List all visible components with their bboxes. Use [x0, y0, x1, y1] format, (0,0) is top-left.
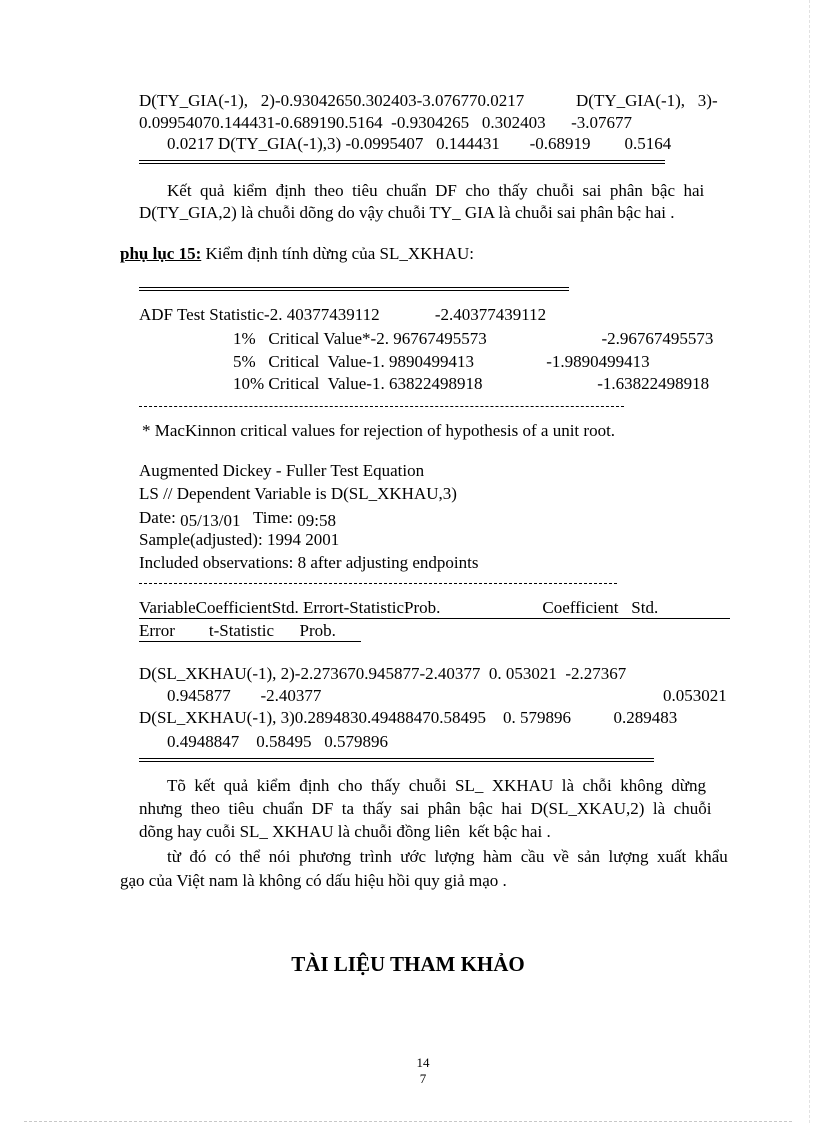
test-equation-title: Augmented Dickey - Fuller Test Equation — [139, 461, 425, 480]
appendix-label: phụ lục 15: — [120, 244, 202, 263]
references-heading: TÀI LIỆU THAM KHẢO — [291, 952, 525, 976]
double-rule — [139, 758, 654, 762]
time-label: Time: — [240, 508, 298, 527]
dependent-variable: LS // Dependent Variable is D(SL_XKHAU,3) — [139, 484, 457, 503]
table-header-line-1: VariableCoefficientStd. Errort-StatisticProb. Coefficient Std. — [139, 598, 659, 617]
ty-gia-row-1a: D(TY_GIA(-1), 2)-0.93042650.302403-3.076770.0217 — [139, 91, 525, 110]
page-number-line-1: 14 — [416, 1055, 430, 1070]
header-underline-2 — [139, 641, 361, 642]
header-underline-1 — [139, 618, 730, 619]
table-header-line-2: Error t-Statistic Prob. — [139, 621, 353, 640]
appendix-heading — [120, 244, 474, 264]
table-row-2b: 0.4948847 0.58495 0.579896 — [167, 732, 388, 751]
conclusion-sl-xkhau-line-1: Tõ kết quả kiểm định cho thấy chuỗi SL_ XKHAU là chỗi không dừng — [167, 776, 706, 795]
appendix-title: Kiểm định tính dừng của SL_XKHAU: — [201, 244, 474, 263]
conclusion-sl-xkhau-line-5: gạo của Việt nam là không có dấu hiệu hồi quy giả mạo . — [120, 871, 507, 890]
critical-value-1pct: 1% Critical Value*-2. 96767495573 -2.96767495573 — [233, 329, 714, 348]
date-label: Date: — [139, 508, 181, 527]
mackinnon-note: * MacKinnon critical values for rejection of hypothesis of a unit root. — [142, 421, 616, 440]
table-row-1b-right: 0.053021 — [663, 686, 727, 705]
page-number-line-2: 7 — [419, 1071, 427, 1086]
conclusion-ty-gia-line-1: Kết quả kiểm định theo tiêu chuẩn DF cho thấy chuỗi sai phân bậc hai — [167, 181, 705, 200]
conclusion-sl-xkhau-line-4: từ đó có thể nói phương trình ước lượng hàm cầu về sản lượng xuất khẩu — [167, 847, 728, 866]
page-bottom-border — [24, 1121, 792, 1122]
conclusion-sl-xkhau-line-2: nhưng theo tiêu chuẩn DF ta thấy sai phân bậc hai D(SL_XKAU,2) là chuỗi — [139, 799, 712, 818]
dashed-rule — [139, 406, 624, 407]
table-row-2a: D(SL_XKHAU(-1), 3)0.2894830.49488470.58495 0. 579896 0.289483 — [139, 708, 678, 727]
date-value: 05/13/01 — [180, 511, 241, 530]
time-value: 09:58 — [297, 511, 336, 530]
included-observations: Included observations: 8 after adjusting endpoints — [139, 553, 479, 572]
date-time — [139, 508, 336, 528]
double-rule — [139, 287, 569, 291]
ty-gia-row-3: 0.0217 D(TY_GIA(-1),3) -0.0995407 0.144431 -0.68919 0.5164 — [167, 134, 672, 153]
ty-gia-row-1b: D(TY_GIA(-1), 3)- — [576, 91, 718, 110]
double-rule — [139, 160, 665, 164]
page-right-border — [809, 0, 810, 1123]
conclusion-ty-gia-line-2: D(TY_GIA,2) là chuỗi dõng do vậy chuỗi TY_ GIA là chuỗi sai phân bậc hai . — [139, 203, 675, 222]
table-row-1b-left: 0.945877 -2.40377 — [167, 686, 322, 705]
critical-value-10pct: 10% Critical Value-1. 63822498918 -1.63822498918 — [233, 374, 710, 393]
table-row-1a: D(SL_XKHAU(-1), 2)-2.273670.945877-2.40377 0. 053021 -2.27367 — [139, 664, 627, 683]
ty-gia-row-2: 0.09954070.144431-0.689190.5164 -0.9304265 0.302403 -3.07677 — [139, 113, 632, 132]
conclusion-sl-xkhau-line-3: dõng hay cuỗi SL_ XKHAU là chuỗi đồng liên kết bậc hai . — [139, 822, 551, 841]
adf-test-statistic: ADF Test Statistic-2. 40377439112 -2.40377439112 — [139, 305, 547, 324]
dashed-rule — [139, 583, 617, 584]
sample-adjusted: Sample(adjusted): 1994 2001 — [139, 530, 340, 549]
critical-value-5pct: 5% Critical Value-1. 9890499413 -1.9890499413 — [233, 352, 650, 371]
